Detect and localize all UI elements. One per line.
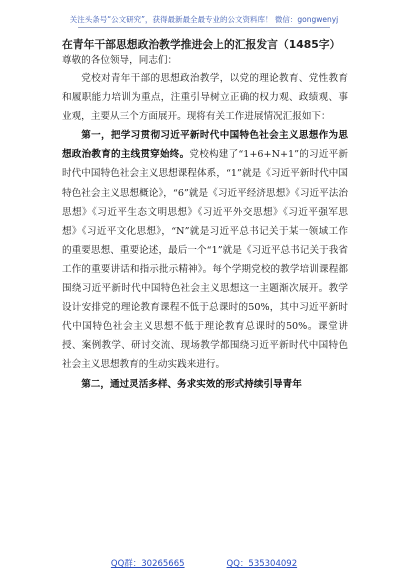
header-banner: 关注头条号“公文研究”，获得最新最全最专业的公文资料库！ 微信：gongwenyj: [69, 15, 339, 24]
header-divider: [78, 27, 330, 28]
footer-qq-group[interactable]: QQ群：30265665: [110, 559, 185, 569]
section-1-heading: 第一，把学习贯彻习近平新时代中国特色社会主义思想作为思想政治教育的主线贯穿始终。: [62, 130, 348, 161]
intro-paragraph: 党校对青年干部的思想政治教学，以党的理论教育、党性教育和履职能力培训为重点，注重引导树立正确的权力观、政绩观、事业观，主要从三个方面展开。现将有关工作进展情况汇报如下：: [62, 73, 348, 123]
salutation: 尊敬的各位领导，同志们：: [62, 55, 178, 66]
footer: [0, 557, 408, 569]
section-2-paragraph: [62, 375, 348, 394]
section-1-paragraph: [62, 126, 348, 374]
document-body: [62, 37, 348, 394]
footer-qq[interactable]: QQ：535304092: [226, 559, 298, 569]
section-1-body: 党校构建了“1+6+N+1”的习近平新时代中国特色社会主义思想课程体系，“1”就是《习近平新时代中国特色社会主义思想概论》，“6”就是《习近平经济思想》《习近平法治思想》《习近平生态文明思想》《习近平外交思想》《习近平强军思想》《习近平文化思想》，“N”就是习近平总书记关于某一领域工作的重要思想、重要论述，最后一个“1”就是《习近平总书记关于我省工作的重要讲话和指示批示精神》。每个学期党校的教学培训课程都围绕习近平新时代中国特色社会主义思想这一主题渐次展开。教学设计安排党的理论教育课程不低于总课时的50%，其中习近平新时代中国特色社会主义思想不低于理论教育总课时的50%。课堂讲授、案例教学、研讨交流、现场教学都围绕习近平新时代中国特色社会主义思想教育的生动实践来进行。: [62, 149, 349, 371]
section-2-heading: 第二，通过灵活多样、务求实效的形式持续引导青年: [81, 378, 302, 390]
document-title: 在青年干部思想政治教学推进会上的汇报发言（1485字）: [62, 38, 341, 51]
